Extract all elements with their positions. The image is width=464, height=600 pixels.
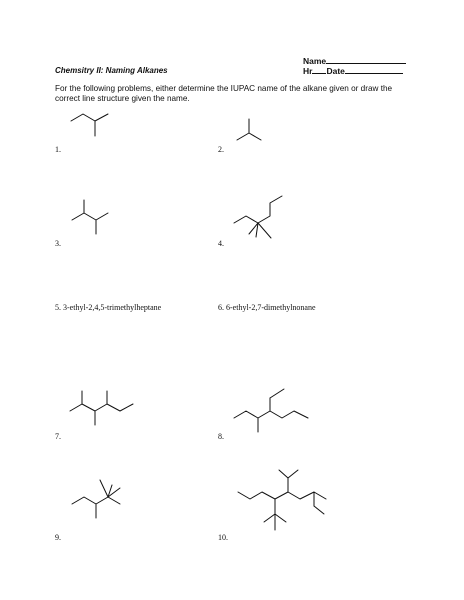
- problem-2-number: 2.: [218, 145, 224, 154]
- problem-4-number: 4.: [218, 239, 224, 248]
- problem-3-number: 3.: [55, 239, 61, 248]
- instructions: For the following problems, either determine the IUPAC name of the alkane given or draw the correct line structure given the name.: [55, 84, 393, 103]
- problem-1-number: 1.: [55, 145, 61, 154]
- problem-8-number: 8.: [218, 432, 224, 441]
- name-label: Name: [303, 56, 327, 66]
- worksheet-title: Chemsitry II: Naming Alkanes: [55, 66, 168, 75]
- problem-5-name: 3-ethyl-2,4,5-trimethylheptane: [63, 303, 162, 312]
- problem-6-number: 6.: [218, 303, 224, 312]
- problem-6-name: 6-ethyl-2,7-dimethylnonane: [226, 303, 316, 312]
- problem-10-number: 10.: [218, 533, 228, 542]
- date-label: Date: [326, 66, 345, 76]
- problem-9-number: 9.: [55, 533, 61, 542]
- problem-7-number: 7.: [55, 432, 61, 441]
- problem-5-number: 5.: [55, 303, 61, 312]
- hr-label: Hr: [303, 66, 313, 76]
